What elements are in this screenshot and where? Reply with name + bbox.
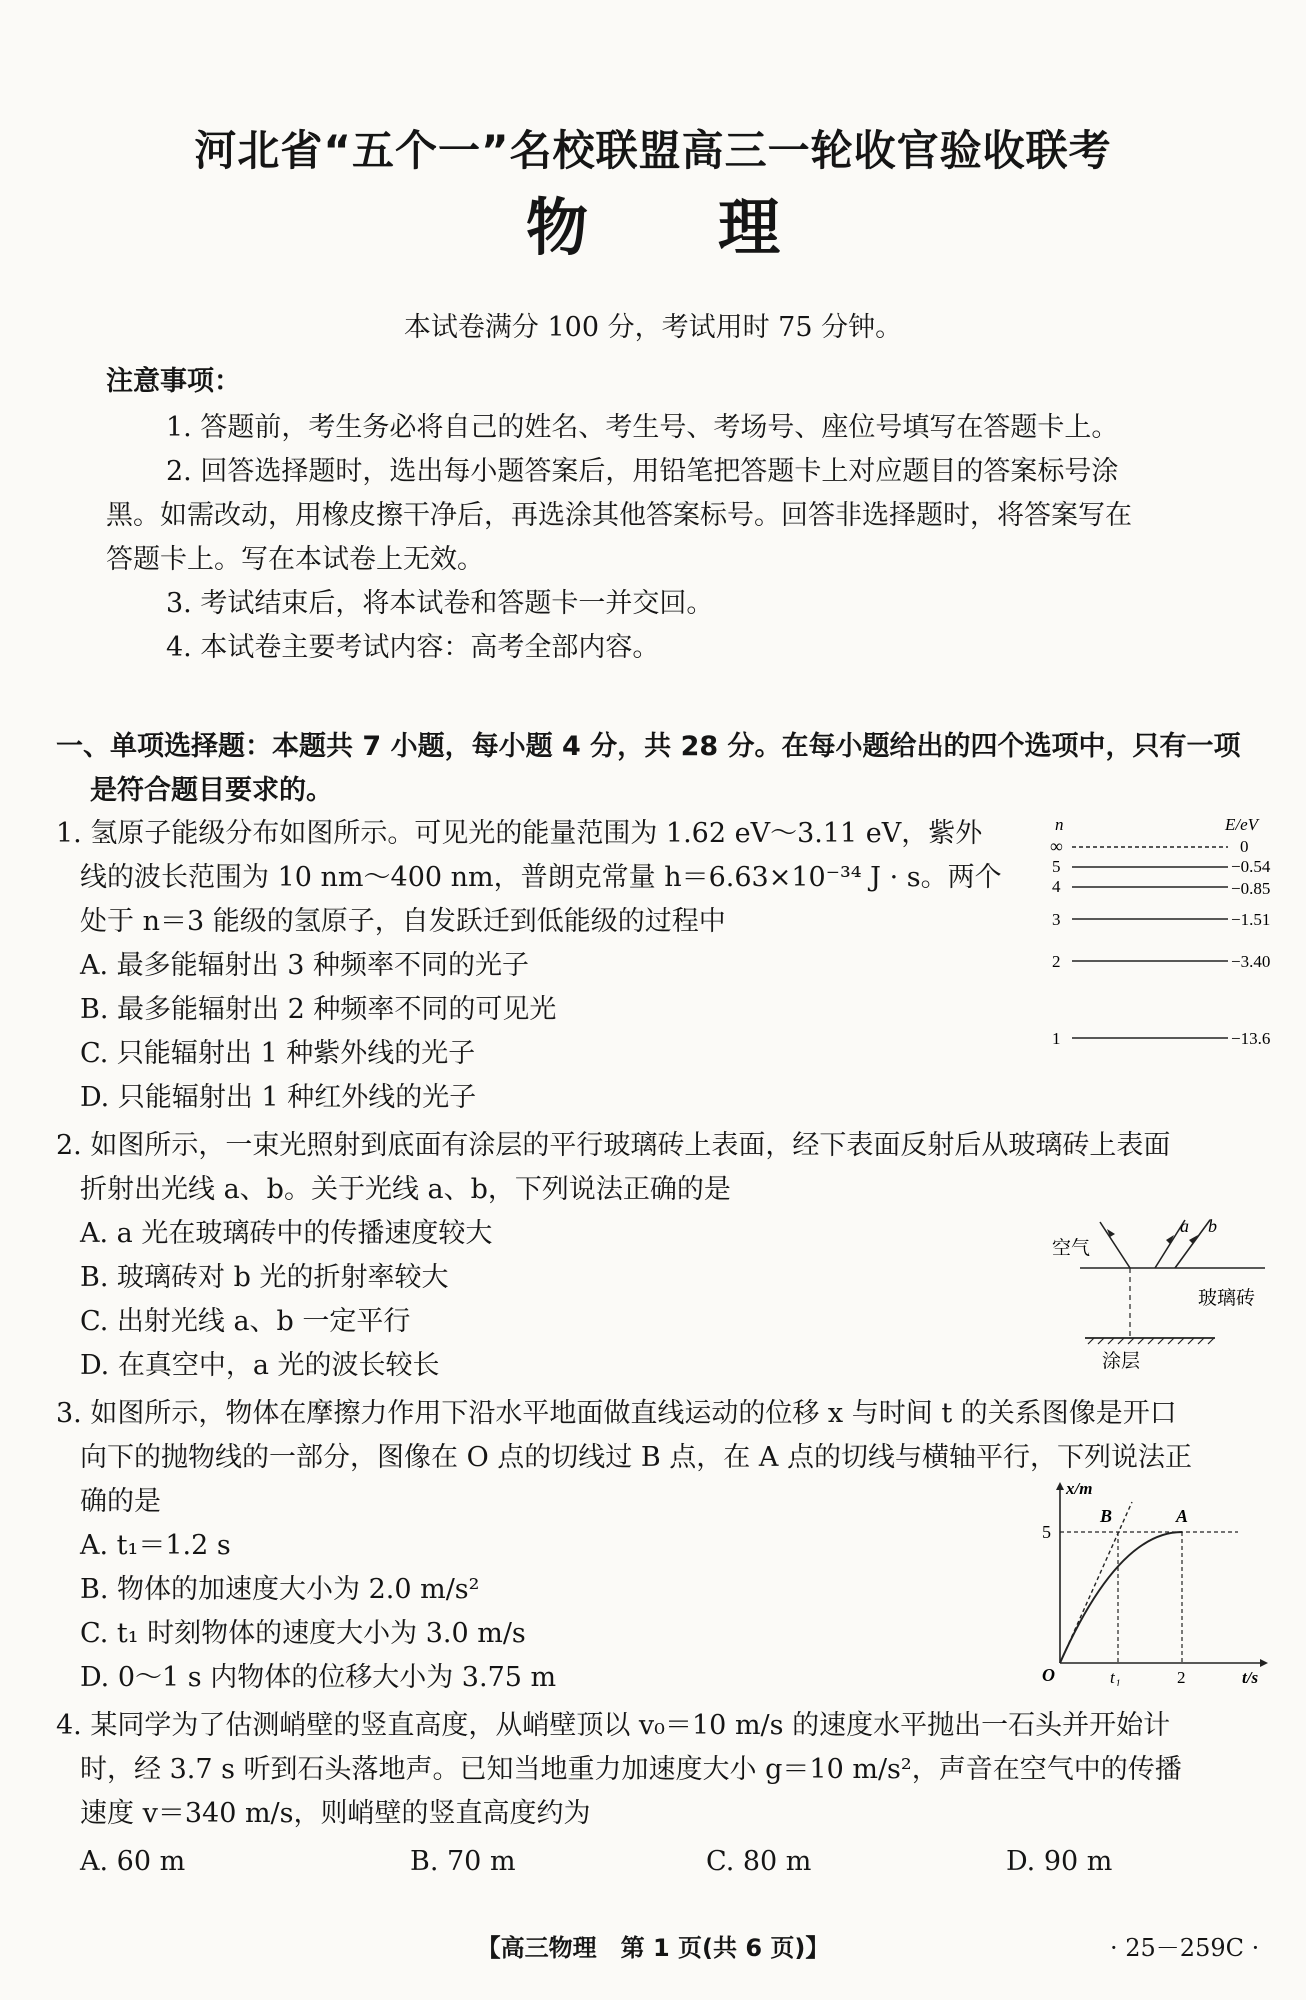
origin-label: O bbox=[1042, 1665, 1055, 1685]
notice-line: 1. 答题前，考生务必将自己的姓名、考生号、考场号、座位号填写在答题卡上。 bbox=[166, 412, 1119, 443]
q2-stem: 折射出光线 a、b。关于光线 a、b，下列说法正确的是 bbox=[80, 1174, 731, 1205]
subject-title: 物理 bbox=[525, 191, 910, 264]
level-e: −3.40 bbox=[1231, 952, 1271, 971]
energy-level-diagram bbox=[1040, 808, 1280, 1058]
notice-line: 3. 考试结束后，将本试卷和答题卡一并交回。 bbox=[166, 588, 714, 619]
level-e: −0.54 bbox=[1231, 857, 1271, 876]
q1-option-d: D. 只能辐射出 1 种红外线的光子 bbox=[80, 1082, 477, 1113]
q3-option-d: D. 0～1 s 内物体的位移大小为 3.75 m bbox=[80, 1662, 557, 1693]
arrow-icon bbox=[1056, 1482, 1064, 1490]
paper-code: · 25－259C · bbox=[1110, 1934, 1260, 1962]
exam-info: 本试卷满分 100 分，考试用时 75 分钟。 bbox=[403, 312, 903, 343]
coating-hatch bbox=[1088, 1338, 1214, 1344]
exam-title: 河北省“五个一”名校联盟高三一轮收官验收联考 bbox=[194, 126, 1112, 175]
q4-option-b: B. 70 m bbox=[410, 1846, 516, 1877]
coating-label: 涂层 bbox=[1102, 1351, 1141, 1372]
section-heading-cont: 是符合题目要求的。 bbox=[90, 775, 333, 806]
q1-option-b: B. 最多能辐射出 2 种频率不同的可见光 bbox=[80, 994, 557, 1025]
q1-option-c: C. 只能辐射出 1 种紫外线的光子 bbox=[80, 1038, 476, 1069]
q2-option-d: D. 在真空中，a 光的波长较长 bbox=[80, 1350, 440, 1381]
level-n: 3 bbox=[1052, 910, 1061, 929]
level-n: 4 bbox=[1052, 877, 1061, 896]
q2-option-c: C. 出射光线 a、b 一定平行 bbox=[80, 1306, 411, 1337]
q1-stem: 处于 n＝3 能级的氢原子，自发跃迁到低能级的过程中 bbox=[80, 906, 726, 937]
x-axis-label: x/m bbox=[1066, 1479, 1093, 1498]
level-n: ∞ bbox=[1050, 836, 1063, 856]
q2-option-a: A. a 光在玻璃砖中的传播速度较大 bbox=[80, 1218, 493, 1249]
q3-option-c: C. t₁ 时刻物体的速度大小为 3.0 m/s bbox=[80, 1618, 526, 1649]
t1-tick: t₁ bbox=[1110, 1668, 1121, 1686]
e-axis-label: E/eV bbox=[1225, 815, 1259, 834]
q4-stem: 速度 v＝340 m/s，则峭壁的竖直高度约为 bbox=[80, 1798, 591, 1829]
level-n: 1 bbox=[1052, 1029, 1061, 1048]
ray-b-label: b bbox=[1208, 1216, 1217, 1236]
notice-heading: 注意事项： bbox=[106, 366, 241, 397]
glass-slab-diagram bbox=[1050, 1210, 1280, 1380]
level-e: −1.51 bbox=[1231, 910, 1271, 929]
level-e: 0 bbox=[1240, 837, 1249, 856]
displacement-time-graph bbox=[1036, 1478, 1276, 1686]
section-heading: 一、单项选择题：本题共 7 小题，每小题 4 分，共 28 分。在每小题给出的四个选项中，只有一项 bbox=[56, 731, 1241, 762]
point-b-label: B bbox=[1100, 1506, 1113, 1526]
q4-stem: 时，经 3.7 s 听到石头落地声。已知当地重力加速度大小 g＝10 m/s²，声音在空气中的传播 bbox=[80, 1754, 1182, 1785]
q3-option-a: A. t₁＝1.2 s bbox=[80, 1530, 231, 1561]
q1-option-a: A. 最多能辐射出 3 种频率不同的光子 bbox=[80, 950, 530, 981]
q1-stem: 1. 氢原子能级分布如图所示。可见光的能量范围为 1.62 eV～3.11 eV，紫外 bbox=[56, 818, 983, 849]
parabola-curve bbox=[1060, 1532, 1182, 1663]
point-a-label: A bbox=[1176, 1506, 1189, 1526]
q4-stem: 4. 某同学为了估测峭壁的竖直高度，从峭壁顶以 v₀＝10 m/s 的速度水平抛出一石头并开始计 bbox=[56, 1710, 1171, 1741]
q1-stem: 线的波长范围为 10 nm～400 nm，普朗克常量 h＝6.63×10⁻³⁴ J · s。两个 bbox=[80, 862, 1002, 893]
page-footer: 【高三物理 第 1 页(共 6 页)】 bbox=[476, 1934, 830, 1962]
q2-option-b: B. 玻璃砖对 b 光的折射率较大 bbox=[80, 1262, 449, 1293]
q3-stem: 向下的抛物线的一部分，图像在 O 点的切线过 B 点，在 A 点的切线与横轴平行，下列说法正 bbox=[80, 1442, 1192, 1473]
arrow-icon bbox=[1260, 1659, 1268, 1667]
q3-stem: 3. 如图所示，物体在摩擦力作用下沿水平地面做直线运动的位移 x 与时间 t 的关系图像是开口 bbox=[56, 1398, 1177, 1429]
notice-line: 4. 本试卷主要考试内容：高考全部内容。 bbox=[166, 632, 660, 663]
q4-option-c: C. 80 m bbox=[706, 1846, 812, 1877]
level-e: −0.85 bbox=[1231, 879, 1271, 898]
q3-stem: 确的是 bbox=[80, 1486, 161, 1517]
q3-option-b: B. 物体的加速度大小为 2.0 m/s² bbox=[80, 1574, 480, 1605]
level-n: 2 bbox=[1052, 952, 1061, 971]
notice-line: 2. 回答选择题时，选出每小题答案后，用铅笔把答题卡上对应题目的答案标号涂 bbox=[166, 456, 1119, 487]
ray-a-label: a bbox=[1180, 1216, 1189, 1236]
t2-tick: 2 bbox=[1177, 1668, 1186, 1686]
level-n: 5 bbox=[1052, 857, 1061, 876]
notice-line: 答题卡上。写在本试卷上无效。 bbox=[106, 544, 484, 575]
q4-option-d: D. 90 m bbox=[1006, 1846, 1113, 1877]
notice-line: 黑。如需改动，用橡皮擦干净后，再选涂其他答案标号。回答非选择题时，将答案写在 bbox=[106, 500, 1132, 531]
air-label: 空气 bbox=[1052, 1238, 1091, 1259]
q2-stem: 2. 如图所示，一束光照射到底面有涂层的平行玻璃砖上表面，经下表面反射后从玻璃砖上表面 bbox=[56, 1130, 1171, 1161]
level-e: −13.6 bbox=[1231, 1029, 1271, 1048]
glass-label: 玻璃砖 bbox=[1198, 1288, 1256, 1309]
t-axis-label: t/s bbox=[1242, 1668, 1259, 1686]
n-axis-label: n bbox=[1055, 815, 1064, 834]
incident-ray bbox=[1100, 1222, 1130, 1268]
y-tick-5: 5 bbox=[1042, 1522, 1051, 1542]
q4-option-a: A. 60 m bbox=[80, 1846, 186, 1877]
